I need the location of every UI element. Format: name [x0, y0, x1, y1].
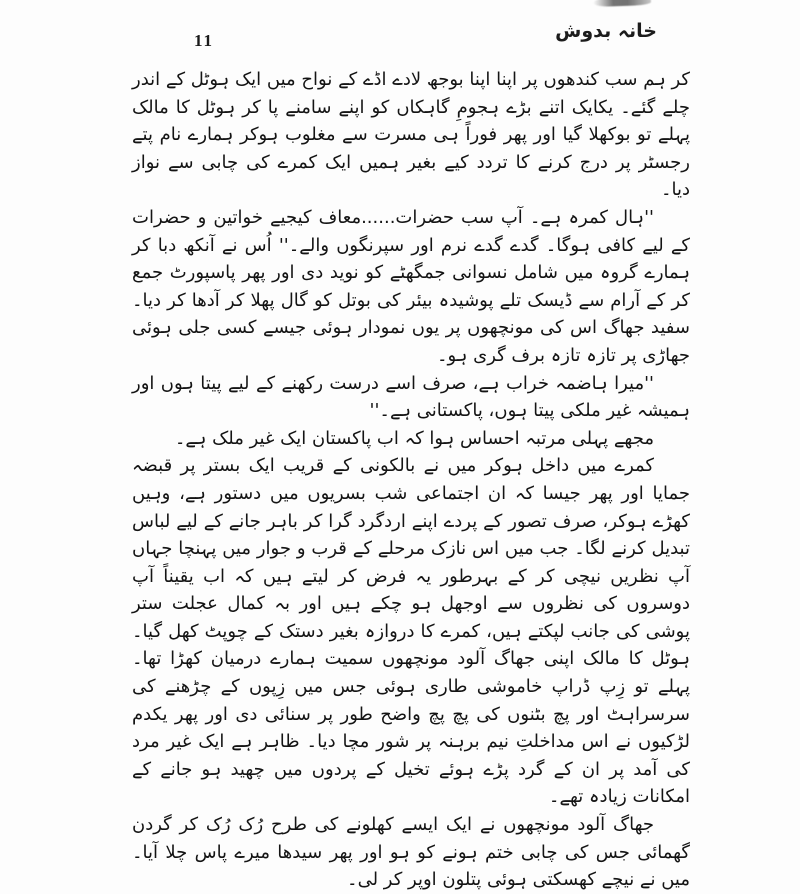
paragraph-1: کر ہم سب کندھوں پر اپنا اپنا بوجھ لادے اڈے کے نواح میں ایک ہوٹل کے اندر چلے گئے۔ یکایک اتنے بڑے ہجومِ گاہکاں کو اپنے سامنے پا کر ہوٹل کا مالک پہلے تو بوکھلا گیا اور پھر فوراً ہی مسرت سے مغلوب ہوکر ہمارے نام پتے رجسٹر پر درج کرنے کا تردد کیے بغیر ہمیں ایک کمرے کی چابی سے نواز دیا۔: [132, 69, 690, 201]
scan-smudge-mark: [593, 0, 651, 7]
page-number: 11: [194, 31, 215, 50]
paragraph-3: ''میرا ہاضمہ خراب ہے، صرف اسے درست رکھنے کے لیے پیتا ہوں اور ہمیشہ غیر ملکی پیتا ہوں، پاکستانی ہے۔'': [132, 372, 690, 422]
paragraph-6: جھاگ آلود مونچھوں نے ایک ایسے کھلونے کی طرح رُک رُک کر گردن گھمائی جس کی چابی ختم ہونے کو ہو اور پھر سیدھا میرے پاس چلا آیا۔ میں نے نیچے کھسکتی ہوئی پتلون اوپر کر لی۔: [132, 814, 690, 891]
paragraph-4: مجھے پہلی مرتبہ احساس ہوا کہ اب پاکستان ایک غیر ملک ہے۔: [174, 427, 654, 449]
paragraph-5: کمرے میں داخل ہوکر میں نے بالکونی کے قریب ایک بستر پر قبضہ جمایا اور پھر جیسا کہ ان اجتماعی شب بسریوں میں دستور ہے، وہیں کھڑے ہوکر، صرف تصور کے پردے اپنے اردگرد گرا کر باہر جانے کے لیے لباس تبدیل کرنے لگا۔ جب میں اس نازک مرحلے کے قرب و جوار میں پہنچا جہاں آپ نظریں نیچی کر کے بہرطور یہ فرض کر لیتے ہیں کہ اب یقیناً آپ دوسروں کی نظروں سے اوجھل ہو چکے ہیں اور بہ کمال عجلت ستر پوشی کی جانب لپکتے ہیں، کمرے کا دروازہ بغیر دستک کے چوپٹ کھل گیا۔ ہوٹل کا مالک اپنی جھاگ آلود مونچھوں سمیت ہمارے درمیان کھڑا تھا۔ پہلے تو زِپ ڈراپ خاموشی طاری ہوئی جس میں زِپوں کے چڑھنے کی سرسراہٹ اور پچ بٹنوں کی پچ پچ واضح طور پر سنائی دی اور پھر یکدم لڑکیوں نے اس مداخلتِ نیم برہنہ پر شور مچا دیا۔ ظاہر ہے ایک غیر مرد کی آمد پر ان کے گرد پڑے ہوئے تخیل کے پردوں میں چھید ہو جانے کے امکانات زیادہ تھے۔: [132, 455, 690, 808]
book-title: خانہ بدوش: [555, 20, 657, 42]
paragraph-2: ''ہال کمرہ ہے۔ آپ سب حضرات......معاف کیجیے خواتین و حضرات کے لیے کافی ہوگا۔ گدے گدے نرم اور سپرنگوں والے۔'' اُس نے آنکھ دبا کر ہمارے گروہ میں شامل نسوانی جمگھٹے کو نوید دی اور پھر پاسپورٹ جمع کر کے آرام سے ڈیسک تلے پوشیدہ بیئر کی بوتل کو گال پھلا کر آدھا کر دیا۔ سفید جھاگ اس کی مونچھوں پر یوں نمودار ہوئی جیسے کسی جلی ہوئی جھاڑی پر تازہ تازہ برف گری ہو۔: [132, 206, 690, 366]
page-text: [132, 66, 690, 894]
